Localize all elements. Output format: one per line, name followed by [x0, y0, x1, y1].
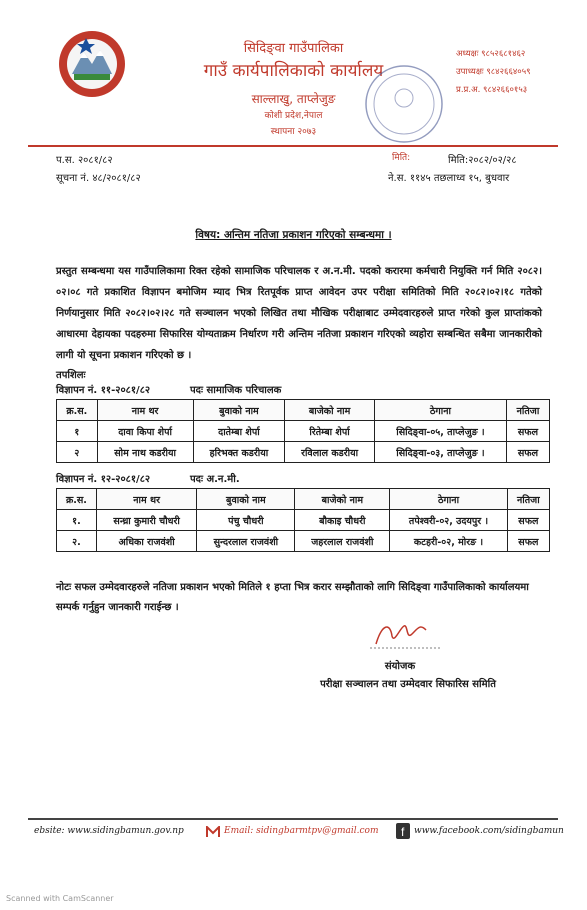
contact-label: प्र.प्र.अ. [456, 85, 481, 95]
cell-sn: १. [57, 510, 97, 531]
footer-facebook: www.facebook.com/sidingbamun [414, 826, 564, 836]
col-father: बुवाको नाम [193, 400, 285, 421]
table-header-row [57, 489, 550, 510]
contact-vice-chairperson [456, 66, 581, 77]
cell-result: सफल [507, 510, 549, 531]
table-header-row [57, 400, 550, 421]
facebook-icon [396, 823, 410, 839]
municipality-name: सिदिङ्वा गाउँपालिका [243, 41, 344, 56]
table-row [57, 531, 550, 552]
cell-grandfather: रविलाल कडरीया [285, 442, 375, 463]
cell-address: कटहरी-०२, मोरङ । [390, 531, 507, 552]
signature-mark [370, 614, 440, 654]
col-address: ठेगाना [374, 400, 506, 421]
cell-father: हरिभक्त कडरीया [193, 442, 285, 463]
post-2: पदः अ.न.मी. [190, 474, 240, 485]
cell-grandfather: बौकाइ चौधरी [295, 510, 390, 531]
cell-father: दातेम्बा शेर्पा [193, 421, 285, 442]
ad-number-2: विज्ञापन नं. १२-२०८१/८२ [56, 474, 151, 485]
notice-number: सूचना नं. ४८/२०८१/८२ [56, 173, 141, 184]
subject-line: विषय: अन्तिम नतिजा प्रकाशन गरिएको सम्बन्धमा । [195, 229, 392, 241]
table-row [57, 442, 550, 463]
table-row [57, 421, 550, 442]
cell-father: सुन्दरलाल राजवंशी [197, 531, 295, 552]
details-label: तपशिलः [56, 370, 86, 381]
contact-chairperson [456, 48, 581, 59]
notice-date: मिति:२०८२/०२/२८ [448, 155, 517, 166]
contact-label: अध्यक्षः [456, 49, 479, 59]
col-result: नतिजा [507, 489, 549, 510]
contact-value: ९८५२६८१४६२ [481, 49, 526, 59]
col-address: ठेगाना [390, 489, 507, 510]
cell-result: सफल [507, 531, 549, 552]
footer-website: ebsite: www.sidingbamun.gov.np [34, 826, 184, 836]
cell-father: पंचु चौधरी [197, 510, 295, 531]
office-stamp [362, 62, 446, 146]
cell-address: सिदिङ्वा-०५, ताप्लेजुङ । [374, 421, 506, 442]
header-divider [28, 145, 558, 147]
table-row [57, 510, 550, 531]
col-sn: क्र.स. [57, 489, 97, 510]
contact-value: ९८४२६६०१५३ [482, 85, 528, 95]
cell-name: दावा किपा शेर्पा [97, 421, 193, 442]
cell-name: सोम नाथ कडरीया [97, 442, 193, 463]
col-name: नाम थर [97, 400, 193, 421]
contact-label: उपाध्यक्षः [456, 67, 484, 77]
signatory-title: संयोजक [384, 661, 416, 672]
cell-name: अधिका राजवंशी [96, 531, 197, 552]
stamp-date-label: मिति: [392, 153, 411, 163]
footer-email: Email: sidingbarmtpv@gmail.com [224, 826, 379, 836]
col-name: नाम थर [96, 489, 197, 510]
province: कोशी प्रदेश,नेपाल [264, 111, 323, 121]
footer-divider [28, 818, 558, 820]
results-table-1 [56, 399, 550, 463]
col-father: बुवाको नाम [197, 489, 295, 510]
office-address: साल्लाखु, ताप्लेजुङ [251, 92, 336, 106]
cell-sn: १ [57, 421, 98, 442]
cell-grandfather: रितेम्बा शेर्पा [285, 421, 375, 442]
col-result: नतिजा [506, 400, 549, 421]
committee-name: परीक्षा सञ्चालन तथा उम्मेदवार सिफारिस समिति [320, 679, 496, 690]
nepal-sambat-date: ने.स. ११४५ तछलाध्व १५, बुधवार [388, 173, 510, 184]
cell-address: सिदिङ्वा-०३, ताप्लेजुङ । [374, 442, 506, 463]
cell-sn: २ [57, 442, 98, 463]
contact-cao [456, 84, 581, 95]
cell-sn: २. [57, 531, 97, 552]
col-grandfather: बाजेको नाम [285, 400, 375, 421]
cell-name: सन्ध्रा कुमारी चौधरी [96, 510, 197, 531]
col-grandfather: बाजेको नाम [295, 489, 390, 510]
ad-number-1: विज्ञापन नं. ११-२०८१/८२ [56, 385, 151, 396]
contact-value: ९८४२६६४०५९ [486, 67, 531, 77]
post-1: पदः सामाजिक परिचालक [190, 385, 282, 396]
email-icon [206, 826, 220, 838]
cell-address: तपेश्वरी-०२, उदयपुर । [390, 510, 507, 531]
note-text: नोटः सफल उम्मेदवारहरुले नतिजा प्रकाशन भएको मितिले १ हप्ता भित्र करार सम्झौताको लागि सिदिङ्वा गाउँपालिकाको कार्यालयमा सम्पर्क गर्नुहुन जानकारी गराईन्छ । [56, 582, 529, 613]
svg-text:f: f [401, 825, 405, 839]
results-table-2 [56, 488, 550, 552]
cell-result: सफल [506, 442, 549, 463]
reference-number: प.स. २०८१/८२ [56, 155, 113, 166]
established: स्थापना २०७३ [270, 127, 317, 137]
scanner-watermark: Scanned with CamScanner [6, 894, 114, 903]
notice-body: प्रस्तुत सम्बन्धमा यस गाउँपालिकामा रिक्त रहेको सामाजिक परिचालक र अ.न.मी. पदको करारमा कर्मचारी नियुक्ति गर्न मिति २०८२।०२।०८ गते प्रकाशित विज्ञापन बमोजिम म्याद भित्र रितपूर्वक प्राप्त आवेदन उपर परीक्षा समितिको मिति २०८२।०२।१८ गतेको निर्णयानुसार मिति २०८२।०२।२८ गते सञ्चालन भएको लिखित तथा मौखिक परीक्षाबाट उम्मेदवारहरुले प्राप्त गरेको कुल प्राप्तांकको आधारमा देहायका पदहरुमा सिफारिस योग्यताक्रम निर्धारण गरी अन्तिम नतिजा प्रकाशन गरिएको व्यहोरा सम्बन्धित सबैमा जानकारीको लागी यो सूचना प्रकाशन गरिएको छ । [56, 266, 542, 361]
cell-grandfather: जहरलाल राजवंशी [295, 531, 390, 552]
col-sn: क्र.स. [57, 400, 98, 421]
office-name: गाउँ कार्यपालिकाको कार्यालय [203, 61, 384, 81]
cell-result: सफल [506, 421, 549, 442]
